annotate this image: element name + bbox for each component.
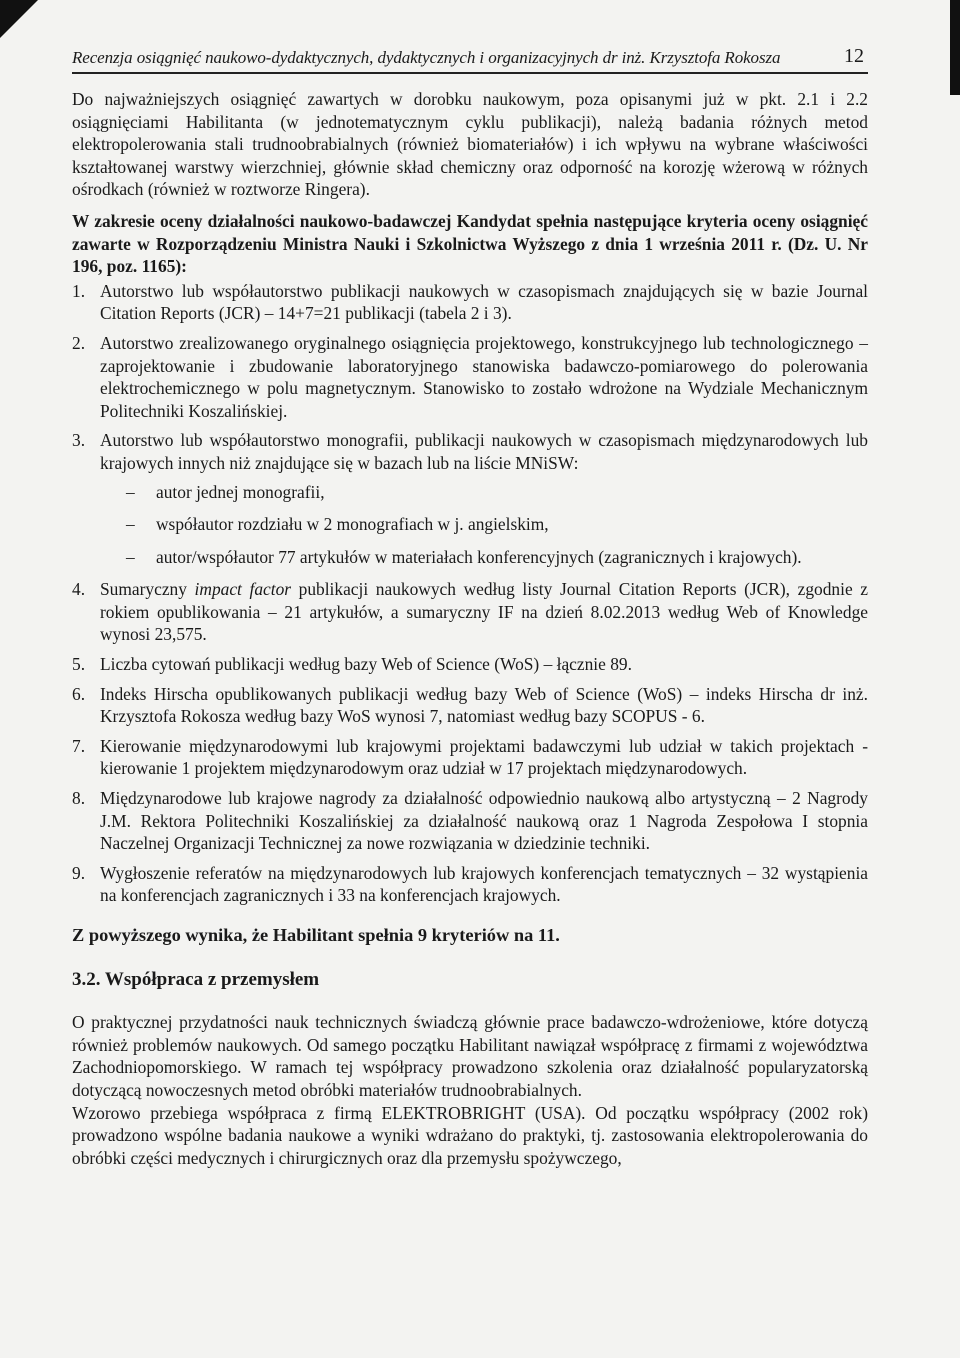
section-heading: 3.2. Współpraca z przemysłem: [72, 968, 320, 990]
list-item: [72, 578, 868, 646]
sub-list: [100, 481, 868, 569]
criteria-list: [72, 280, 868, 907]
item-text: Kierowanie międzynarodowymi lub krajowymi projektami badawczymi lub udział w takich projektach - kierowanie 1 projektem międzynarodowym oraz udział w 17 projektach międzynarodowych.: [100, 735, 868, 779]
item-text: Autorstwo zrealizowanego oryginalnego osiągnięcia projektowego, konstrukcyjnego lub technologicznego – zaprojektowanie i zbudowanie laboratoryjnego stanowiska badawczo-pomiarowego do polerowania elektrochemicznego w polu magnetycznym. Stanowisko to zostało wdrożone na Wydziale Mechanicznym Politechniki Koszalińskiej.: [100, 332, 868, 421]
sub-list-item: [100, 546, 868, 569]
sub-list-item: [100, 513, 868, 536]
list-item: [72, 653, 868, 676]
item-number: 6.: [72, 683, 86, 704]
page-number: 12: [844, 45, 864, 67]
list-item: [72, 735, 868, 780]
item-text-end: publikacji naukowych według listy Journal Citation Reports (JCR), zgodnie z rokiem opublikowania – 21 artykułów, a sumaryczny IF na dzień 8.02.2013 według Web of Knowledge wynosi 23,575.: [100, 579, 868, 645]
sub-item-text: autor jednej monografii,: [156, 481, 325, 502]
sub-item-text: współautor rozdziału w 2 monografiach w j. angielskim,: [156, 514, 549, 535]
item-text: Autorstwo lub współautorstwo publikacji naukowych w czasopismach znajdujących się w bazie Journal Citation Reports (JCR) – 14+7=21 publikacji (tabela 2 i 3).: [100, 280, 868, 324]
item-text: Autorstwo lub współautorstwo monografii, publikacji naukowych w czasopismach międzynarodowych lub krajowych innych niż znajdujące się w bazach lub na liście MNiSW:: [100, 430, 868, 473]
item-text-start: Sumaryczny: [100, 579, 195, 600]
item-text: Indeks Hirscha opublikowanych publikacji według bazy Web of Science (WoS) – indeks Hirscha dr inż. Krzysztofa Rokosza według bazy WoS wynosi 7, natomiast według bazy SCOPUS - 6.: [100, 683, 868, 727]
scan-corner-shadow: [0, 0, 38, 38]
item-number: 4.: [72, 579, 86, 600]
sub-item-text: autor/współautor 77 artykułów w materiałach konferencyjnych (zagranicznych i krajowych).: [156, 546, 802, 567]
item-text: Wygłoszenie referatów na międzynarodowych lub krajowych konferencjach tematycznych – 32 wystąpienia na konferencjach zagranicznych i 33 na konferencjach krajowych.: [100, 862, 868, 906]
criteria-intro: W zakresie oceny działalności naukowo-badawczej Kandydat spełnia następujące kryteria oceny osiągnięć zawarte w Rozporządzeniu Ministra Nauki i Szkolnictwa Wyższego z dnia 1 września 2011 r. (Dz. U. Nr 196, poz. 1165):: [72, 210, 868, 277]
list-item: [72, 787, 868, 855]
item-number: 7.: [72, 735, 86, 756]
dash-bullet: –: [126, 481, 135, 502]
list-item: [72, 862, 868, 907]
list-item: [72, 429, 868, 568]
sub-list-item: [100, 481, 868, 504]
item-number: 8.: [72, 788, 86, 809]
list-item: [72, 332, 868, 422]
item-number: 1.: [72, 280, 86, 301]
item-number: 2.: [72, 332, 86, 353]
item-number: 5.: [72, 654, 86, 675]
item-number: 3.: [72, 430, 86, 451]
scan-edge-shadow: [950, 0, 960, 95]
conclusion-statement: Z powyższego wynika, że Habilitant spełnia 9 kryteriów na 11.: [72, 925, 560, 945]
item-number: 9.: [72, 862, 86, 883]
header-title: Recenzja osiągnięć naukowo-dydaktycznych, dydaktycznych i organizacyjnych dr inż. Krzysztofa Rokosza: [72, 48, 781, 67]
section-paragraph-2: Wzorowo przebiega współpraca z firmą ELEKTROBRIGHT (USA). Od początku współpracy (2002 rok) prowadzono wspólne badania naukowe a wyniki wdrażano do praktyki, tj. zastosowania elektropolerowania do obróbki części medycznych i chirurgicznych oraz dla przemysłu spożywczego,: [72, 1102, 868, 1168]
running-header: [72, 46, 868, 74]
document-body: [72, 88, 868, 1169]
item-text: Liczba cytowań publikacji według bazy Web of Science (WoS) – łącznie 89.: [100, 654, 632, 675]
item-text: Międzynarodowe lub krajowe nagrody za działalność odpowiednio naukową albo artystyczną – 2 Nagrody J.M. Rektora Politechniki Koszalińskiej za działalność naukową oraz 1 Nagroda Zespołowa I stopnia Naczelnej Organizacji Technicznej za nowe rozwiązania w dziedzinie techniki.: [100, 788, 868, 854]
intro-paragraph: Do najważniejszych osiągnięć zawartych w dorobku naukowym, poza opisanymi już w pkt. 2.1 i 2.2 osiągnięciami Habilitanta (w jednotematycznym cyklu publikacji), należą badania różnych metod elektropolerowania stali trudnoobrabialnych (również biomateriałów) i ich wpływu na wybrane właściwości kształtowanej warstwy wierzchniej, głównie skład chemiczny oraz odporność na korozję wżerową w różnych ośrodkach (również w roztworze Ringera).: [72, 89, 868, 200]
list-item: [72, 280, 868, 325]
list-item: [72, 683, 868, 728]
dash-bullet: –: [126, 546, 135, 567]
dash-bullet: –: [126, 514, 135, 535]
item-text-italic: impact factor: [194, 579, 292, 600]
section-paragraph-1: O praktycznej przydatności nauk technicznych świadczą głównie prace badawczo-wdrożeniowe, które dotyczą również problemów naukowych. Od samego początku Habilitant nawiązał współpracę z firmami z województwa Zachodniopomorskiego. W ramach tej współpracy prowadzono szkolenia oraz działalność popularyzatorską dotyczącą nowoczesnych metod obróbki materiałów trudnoobrabialnych.: [72, 1012, 868, 1100]
